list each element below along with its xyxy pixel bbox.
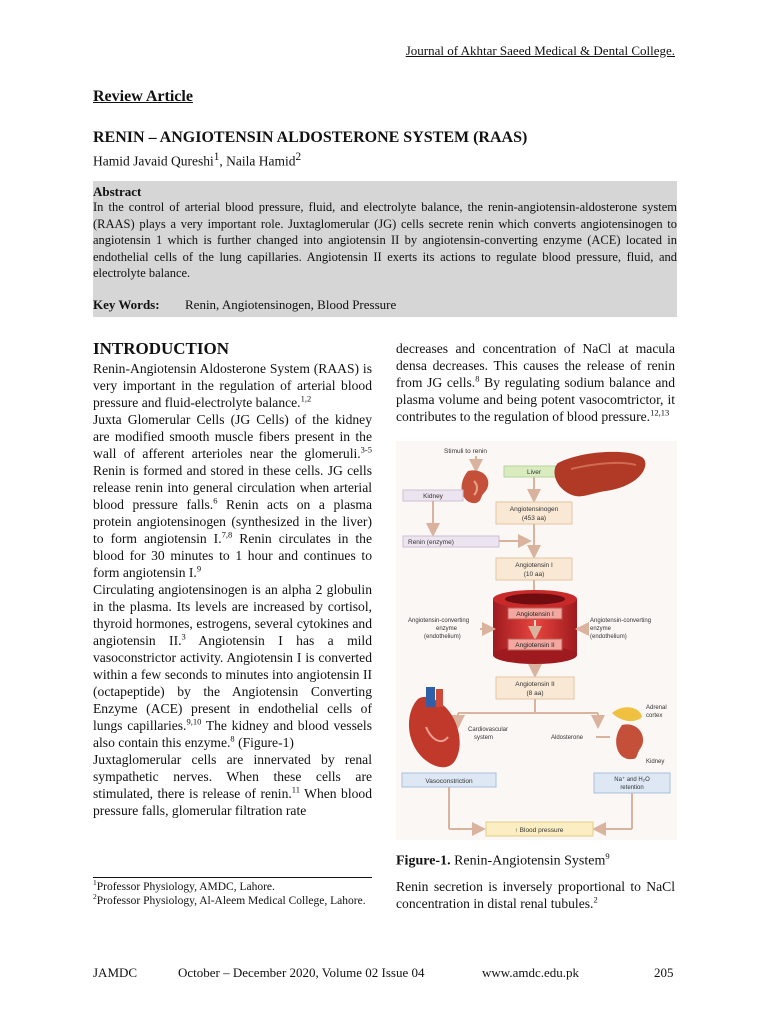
figure-caption-label: Figure-1. [396, 853, 451, 869]
citation: 8 [475, 373, 480, 384]
author-name: Hamid Javaid Qureshi [93, 153, 214, 169]
abstract-text: In the control of arterial blood pressure, fluid, and electrolyte balance, the renin-angiotensin-aldosterone system (RAAS) plays a very important role. Juxtaglomerular (JG) cells secrete renin which converts angiotensinogen to angiotensin 1 which is further changed into angiotensin II by angiotensin-converting enzyme (ACE) located in endothelial cells of the lung capillaries. Angiotensin II exerts its actions to regulate blood pressure, fluid, and electrolyte balance. [93, 200, 677, 280]
footer-url[interactable]: www.amdc.edu.pk [482, 965, 579, 980]
body-column-left [93, 360, 372, 819]
citation: 7,8 [221, 529, 233, 540]
angiotensin-i-label: Angiotensin I [515, 562, 553, 569]
page-number: 205 [654, 965, 674, 980]
citation: 3-5 [360, 444, 372, 455]
footnote: $^1$Professor Physiology, AMDC, Lahore. [93, 878, 275, 893]
journal-name: Journal of Akhtar Saeed Medical & Dental College. [405, 43, 675, 58]
footer-journal-abbrev: JAMDC [93, 965, 138, 980]
angiotensinogen-size: (453 aa) [521, 515, 547, 522]
kidney-label: Kidney [423, 493, 443, 500]
keywords-label: Key Words: [93, 296, 160, 312]
abstract-heading: Abstract [93, 184, 142, 199]
figure-caption [396, 851, 610, 870]
citation: 6 [213, 495, 218, 506]
paragraph: Juxta Glomerular Cells (JG Cells) of the kidney are modified smooth muscle fibers present in the wall of afferent arterioles near the glomeruli.$^{3-5}$ Renin is formed and stored in these cells. JG cells release renin into general circulation when arterial blood pressure falls.$^6$ Renin acts on a plasma protein angiotensinogen (synthesized in the liver) to form angiotensin I.$^{7,8}$ Renin circulates in the blood for 30 minutes to 1 hour and continues to form angiotensin I.$^9$ [93, 412, 373, 580]
paragraph: Renin secretion is inversely proportional to NaCl concentration in distal renal tubules.$^2$ [396, 879, 675, 911]
citation: 9 [605, 851, 610, 861]
footnote: $^2$Professor Physiology, Al-Aleem Medical College, Lahore. [93, 892, 366, 907]
stimuli-label: Stimuli to renin [444, 448, 487, 455]
keywords [93, 297, 677, 313]
authors [93, 151, 301, 170]
adrenal-label: Adrenal [646, 705, 667, 711]
citation: 2 [593, 894, 598, 905]
retention-label: retention [620, 785, 644, 791]
paragraph: Juxtaglomerular cells are innervated by renal sympathetic nerves. When these cells are stimulated, there is release of renin.$^{11}$ When blood pressure falls, glomerular filtration rate [93, 752, 372, 818]
blood-pressure-label: ↑ Blood pressure [514, 827, 564, 834]
affiliation-marker: 1 [213, 151, 220, 163]
vasoconstriction-label: Vasoconstriction [425, 778, 473, 785]
cardiovascular-label: Cardiovascular [468, 727, 509, 733]
body-column-right-bottom [396, 878, 675, 912]
paragraph: Renin-Angiotensin Aldosterone System (RAAS) is very important in the regulation of arterial blood pressure and fluid-electrolyte balance.$^{1,2}$ [93, 361, 372, 410]
angiotensin-ii-size: (8 aa) [526, 690, 544, 697]
author-name: Naila Hamid [226, 153, 296, 169]
retention-label: Na⁺ and H₂O [614, 777, 650, 783]
citation: 12,13 [650, 407, 670, 418]
keywords-list: Renin, Angiotensinogen, Blood Pressure [185, 296, 397, 312]
footer-issue: October – December 2020, Volume 02 Issue 04 [178, 965, 425, 980]
paragraph: decreases and concentration of NaCl at macula densa decreases. This causes the release of renin from JG cells.$^8$ By regulating sodium balance and plasma volume and being potent vasocomtrictor, it contributes to the regulation of blood pressure.$^{12,13}$ [396, 341, 675, 424]
liver-label: Liver [526, 469, 542, 476]
renin-label: Renin (enzyme) [408, 539, 454, 546]
ace-left-label: (endothelium) [424, 634, 461, 640]
footnote-rule [93, 877, 372, 878]
kidney-organ-label: Kidney [646, 759, 665, 765]
citation: 8 [230, 733, 235, 744]
citation: 9,10 [186, 716, 202, 727]
body-column-right [396, 340, 675, 425]
ace-left-label: enzyme [436, 626, 458, 632]
angiotensinogen-label: Angiotensinogen [509, 506, 559, 513]
angiotensin-ii-label: Angiotensin II [515, 681, 555, 688]
figure-caption-text: Renin-Angiotensin System [450, 853, 606, 869]
ace-right-label: enzyme [590, 626, 612, 632]
affiliation-marker: 2 [295, 151, 302, 163]
citation: 9 [196, 563, 202, 574]
ace-right-label: Angiotensin-converting [590, 618, 652, 624]
section-label: Review Article [93, 88, 193, 105]
introduction-heading: INTRODUCTION [93, 339, 230, 358]
raas-figure [396, 441, 677, 840]
citation: 1,2 [300, 393, 312, 404]
paragraph: Circulating angiotensinogen is an alpha 2 globulin in the plasma. Its levels are increased by cortisol, thyroid hormones, estrogens, several cytokines and angiotensin II.$^3$ Angiotensin I has a mild vasoconstrictor activity. Angiotensin I is converted within a few seconds to minutes into angiotensin II (octapeptide) by the Angiotensin Converting Enzyme (ACE) present in endothelial cells of lungs capillaries.$^{9,10}$ The kidney and blood vessels also contain this enzyme.$^8$ (Figure-1) [93, 582, 372, 750]
adrenal-label: cortex [646, 713, 663, 719]
citation: 11 [291, 784, 300, 795]
vessel-angiotensin-i-label: Angiotensin I [516, 611, 554, 618]
article-title: RENIN – ANGIOTENSIN ALDOSTERONE SYSTEM (RAAS) [93, 129, 528, 146]
ace-left-label: Angiotensin-converting [408, 618, 470, 624]
cardiovascular-label: system [474, 735, 494, 741]
author-separator: , [219, 153, 227, 169]
aldosterone-label: Aldosterone [551, 735, 584, 741]
vessel-angiotensin-ii-label: Angiotensin II [515, 642, 555, 649]
ace-right-label: (endothelium) [590, 634, 627, 640]
footnotes [93, 880, 372, 908]
angiotensin-i-size: (10 aa) [523, 571, 545, 578]
abstract-box [93, 181, 677, 317]
citation: 3 [181, 631, 186, 642]
